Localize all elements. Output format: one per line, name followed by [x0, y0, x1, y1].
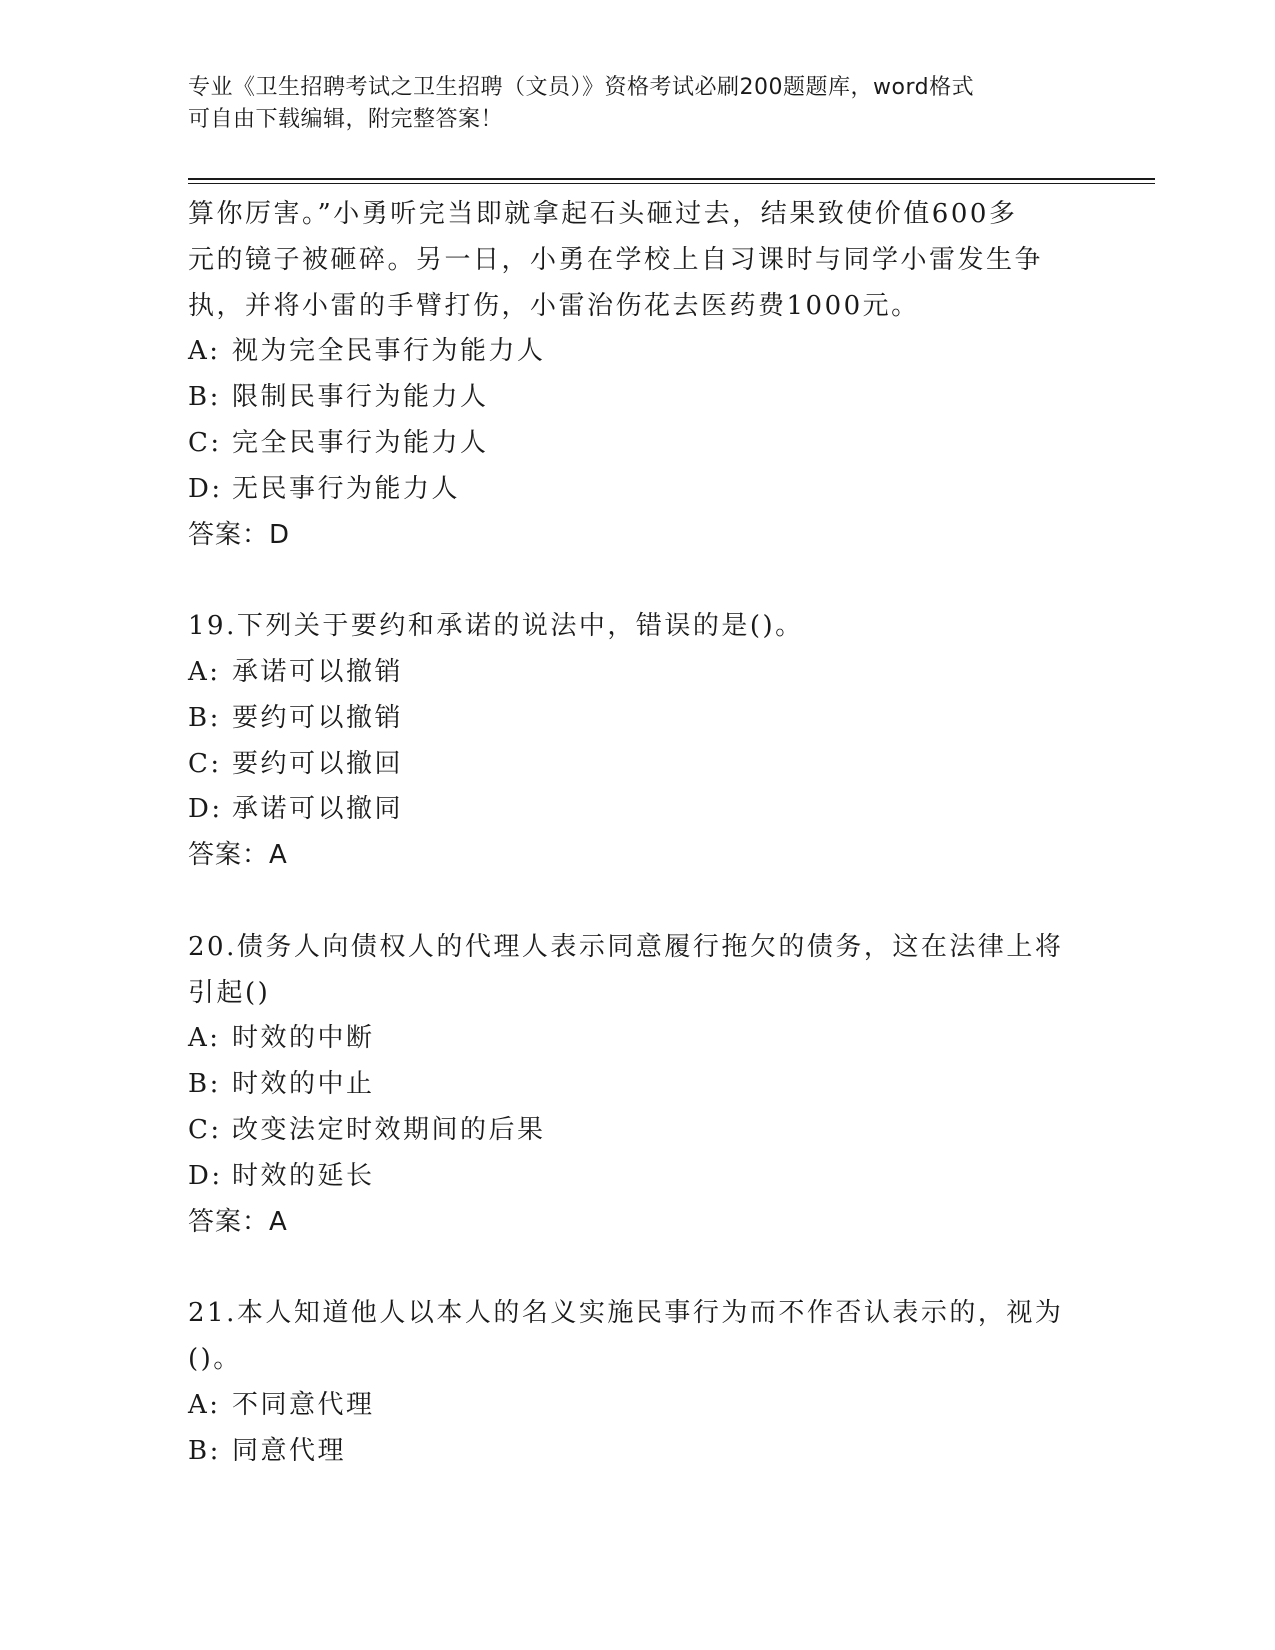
header-divider-thin	[188, 183, 1155, 184]
option-d	[188, 1154, 1088, 1200]
answer-line: 答案：A	[188, 840, 288, 871]
option-label: D:	[188, 473, 223, 504]
option-text: 无民事行为能力人	[232, 473, 461, 504]
option-text: 时效的延长	[232, 1160, 375, 1191]
option-text: 要约可以撤回	[232, 748, 404, 779]
option-text: 要约可以撤销	[232, 702, 404, 733]
option-text: 限制民事行为能力人	[232, 382, 489, 413]
option-a	[188, 650, 1088, 696]
header-title-line-1: 专业《卫生招聘考试之卫生招聘（文员）》资格考试必刷200题题库，word格式	[188, 75, 975, 100]
option-text: 视为完全民事行为能力人	[232, 336, 546, 367]
option-c	[188, 1108, 1088, 1154]
document-header	[188, 72, 1088, 136]
option-text: 承诺可以撤同	[232, 794, 404, 825]
option-label: B:	[188, 382, 221, 413]
question-20	[188, 925, 1088, 1246]
option-label: C:	[188, 427, 222, 458]
option-label: B:	[188, 702, 221, 733]
question-stem-line: 引起()	[188, 977, 271, 1008]
question-content	[188, 192, 1088, 1474]
option-d	[188, 467, 1088, 513]
question-stem-line: 元的镜子被砸碎。另一日，小勇在学校上自习课时与同学小雷发生争	[188, 244, 1044, 275]
option-text: 不同意代理	[232, 1389, 375, 1420]
option-c	[188, 421, 1088, 467]
option-text: 时效的中止	[232, 1069, 375, 1100]
option-b	[188, 1062, 1088, 1108]
option-label: D:	[188, 1160, 223, 1191]
option-label: C:	[188, 748, 222, 779]
option-b	[188, 375, 1088, 421]
option-a	[188, 1383, 1088, 1429]
option-label: B:	[188, 1069, 221, 1100]
spacer	[188, 879, 1088, 925]
question-stem-line: 算你厉害。”小勇听完当即就拿起石头砸过去，结果致使价值600多	[188, 199, 1018, 229]
option-label: D:	[188, 794, 223, 825]
question-21	[188, 1291, 1088, 1474]
question-stem-line: 19.下列关于要约和承诺的说法中，错误的是()。	[188, 611, 804, 642]
option-label: A:	[188, 656, 221, 687]
option-text: 完全民事行为能力人	[232, 427, 489, 458]
option-c	[188, 742, 1088, 788]
option-label: B:	[188, 1435, 221, 1466]
question-stem-line: 执，并将小雷的手臂打伤，小雷治伤花去医药费1000元。	[188, 290, 920, 321]
option-text: 时效的中断	[232, 1023, 375, 1054]
option-label: C:	[188, 1114, 222, 1145]
option-b	[188, 696, 1088, 742]
question-stem-line: 21.本人知道他人以本人的名义实施民事行为而不作否认表示的，视为	[188, 1298, 1064, 1329]
spacer	[188, 558, 1088, 604]
question-stem-line: 20.债务人向债权人的代理人表示同意履行拖欠的债务，这在法律上将	[188, 931, 1064, 962]
option-d	[188, 787, 1088, 833]
option-a	[188, 329, 1088, 375]
spacer	[188, 1245, 1088, 1291]
option-a	[188, 1016, 1088, 1062]
option-label: A:	[188, 1389, 221, 1420]
option-label: A:	[188, 336, 221, 367]
option-b	[188, 1429, 1088, 1475]
question-stem-line: ()。	[188, 1343, 242, 1374]
answer-line: 答案：D	[188, 519, 291, 550]
question-19	[188, 604, 1088, 879]
option-text: 承诺可以撤销	[232, 656, 404, 687]
answer-line: 答案：A	[188, 1206, 288, 1237]
option-text: 改变法定时效期间的后果	[232, 1114, 546, 1145]
header-divider-thick	[188, 178, 1155, 180]
option-label: A:	[188, 1023, 221, 1054]
question-18-continuation	[188, 192, 1088, 558]
header-title-line-2: 可自由下载编辑，附完整答案！	[188, 107, 504, 132]
option-text: 同意代理	[232, 1435, 347, 1466]
